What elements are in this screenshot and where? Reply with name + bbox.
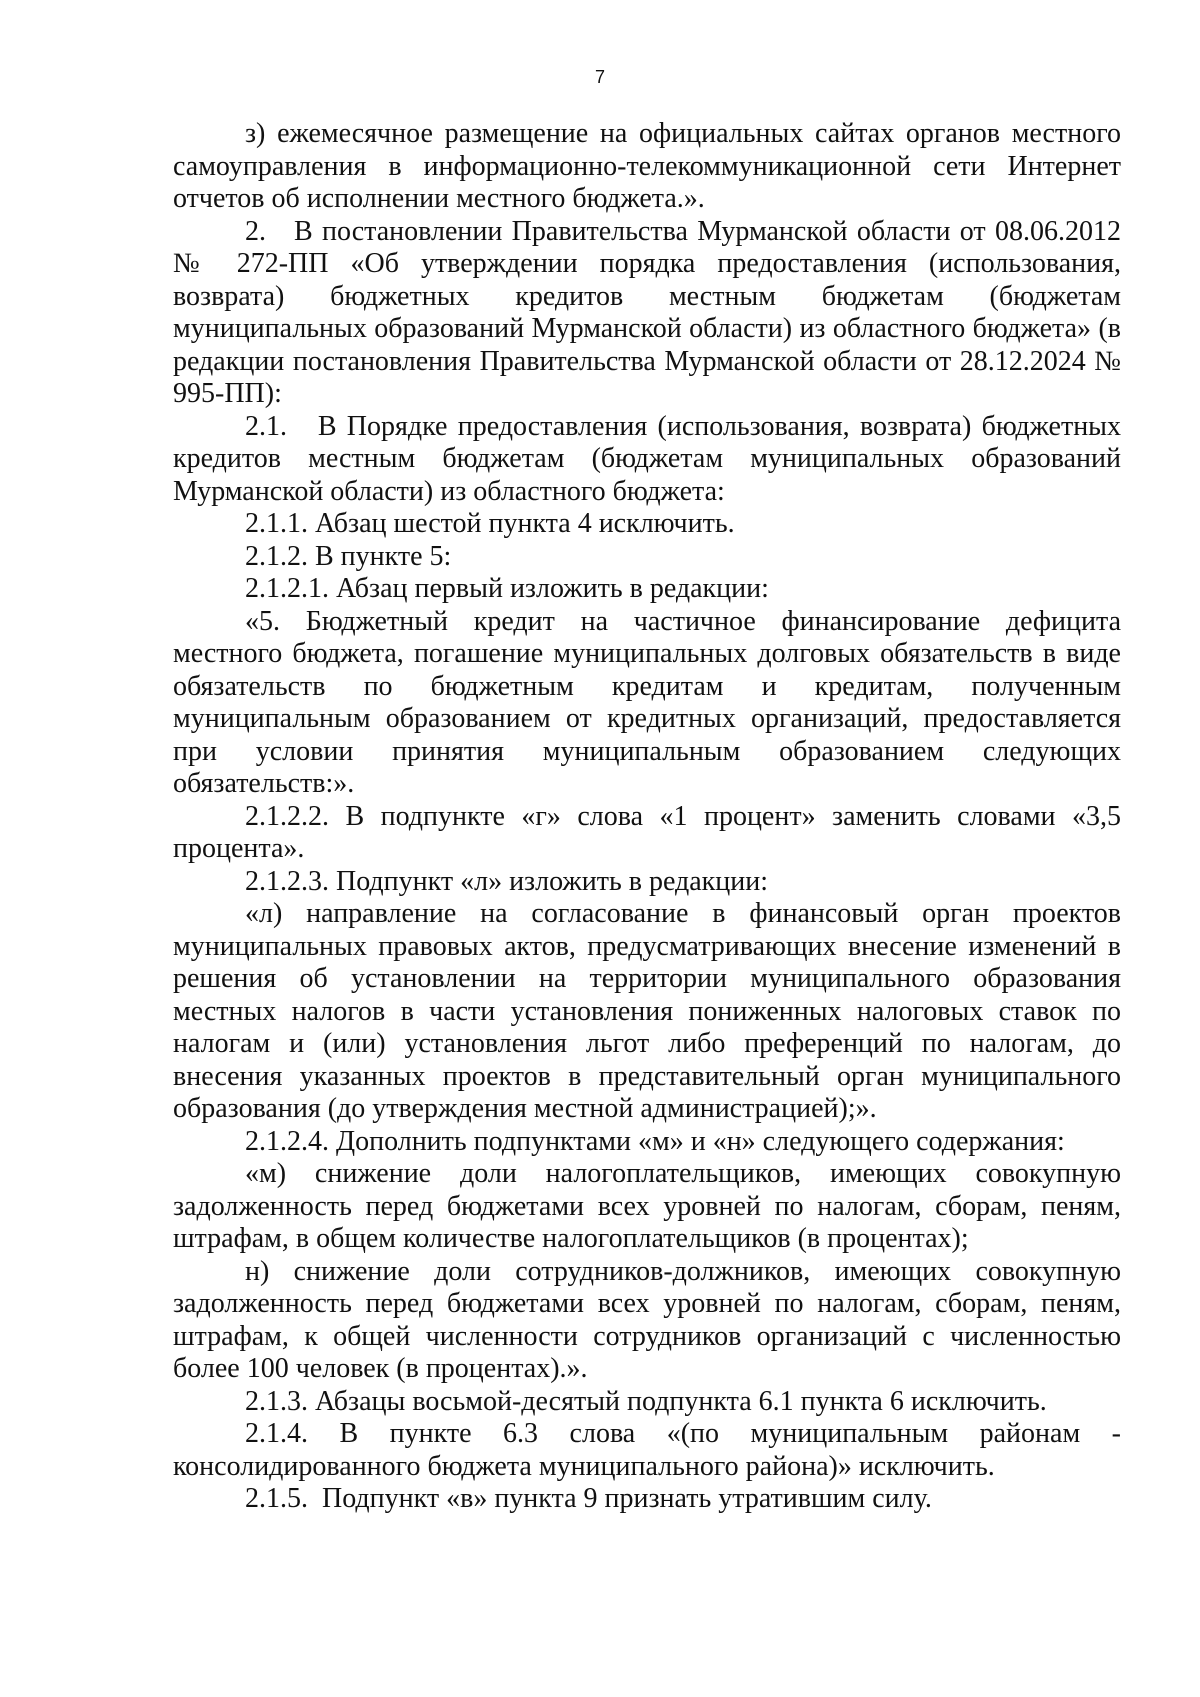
paragraph-2-resolution: 2. В постановлении Правительства Мурманской области от 08.06.2012 № 272-ПП «Об утверждении порядка предоставления (использования, возврата) бюджетных кредитов местным бюджетам (бюджетам муниципальных образований Мурманской области) из областного бюджета» (в редакции постановления Правительства Мурманской области от 28.12.2024 № 995-ПП): xyxy=(173,215,1121,409)
paragraph-2-1-2-3: 2.1.2.3. Подпункт «л» изложить в редакции: xyxy=(245,865,769,897)
paragraph-2-1-2-4: 2.1.2.4. Дополнить подпунктами «м» и «н» следующего содержания: xyxy=(245,1125,1065,1157)
paragraph-2-1-procedure: 2.1. В Порядке предоставления (использования, возврата) бюджетных кредитов местным бюджетам (бюджетам муниципальных образований Мурманской области) из областного бюджета: xyxy=(173,410,1121,507)
paragraph-2-1-1: 2.1.1. Абзац шестой пункта 4 исключить. xyxy=(245,508,735,539)
paragraph-quote-l: «л) направление на согласование в финансовый орган проектов муниципальных правовых актов, предусматривающих внесение изменений в решения об установлении на территории муниципального образования местных налогов в части установления пониженных налоговых ставок по налогам и (или) установления льгот либо преференций по налогам, до внесения указанных проектов в представительный орган муниципального образования (до утверждения местной администрацией);». xyxy=(173,898,1121,1124)
document-body xyxy=(173,118,1121,1516)
paragraph-quote-5-budget-credit: «5. Бюджетный кредит на частичное финансирование дефицита местного бюджета, погашение муниципальных долговых обязательств в виде обязательств по бюджетным кредитам и кредитам, полученным муниципальным образованием от кредитных организаций, предоставляется при условии принятия муниципальным образованием следующих обязательств:». xyxy=(173,605,1121,799)
paragraph-quote-n: н) снижение доли сотрудников-должников, имеющих совокупную задолженность перед бюджетами всех уровней по налогам, сборам, пеням, штрафам, к общей численности сотрудников организаций с численностью более 100 человек (в процентах).». xyxy=(173,1255,1121,1384)
paragraph-z-monthly-publication: з) ежемесячное размещение на официальных сайтах органов местного самоуправления в информационно-телекоммуникационной сети Интернет отчетов об исполнении местного бюджета.». xyxy=(173,118,1121,214)
paragraph-2-1-2-1: 2.1.2.1. Абзац первый изложить в редакции: xyxy=(245,573,769,604)
paragraph-quote-m: «м) снижение доли налогоплательщиков, имеющих совокупную задолженность перед бюджетами всех уровней по налогам, сборам, пеням, штрафам, в общем количестве налогоплательщиков (в процентах); xyxy=(173,1158,1121,1254)
paragraph-2-1-5: 2.1.5. Подпункт «в» пункта 9 признать утратившим силу. xyxy=(245,1483,932,1514)
page-number: 7 xyxy=(594,67,605,87)
paragraph-2-1-2-2: 2.1.2.2. В подпункте «г» слова «1 процент» заменить словами «3,5 процента». xyxy=(173,800,1121,864)
paragraph-2-1-4: 2.1.4. В пункте 6.3 слова «(по муниципальным районам - консолидированного бюджета муниципального района)» исключить. xyxy=(173,1418,1121,1482)
paragraph-2-1-3: 2.1.3. Абзацы восьмой-десятый подпункта 6.1 пункта 6 исключить. xyxy=(245,1385,1047,1417)
paragraph-2-1-2: 2.1.2. В пункте 5: xyxy=(245,540,452,572)
